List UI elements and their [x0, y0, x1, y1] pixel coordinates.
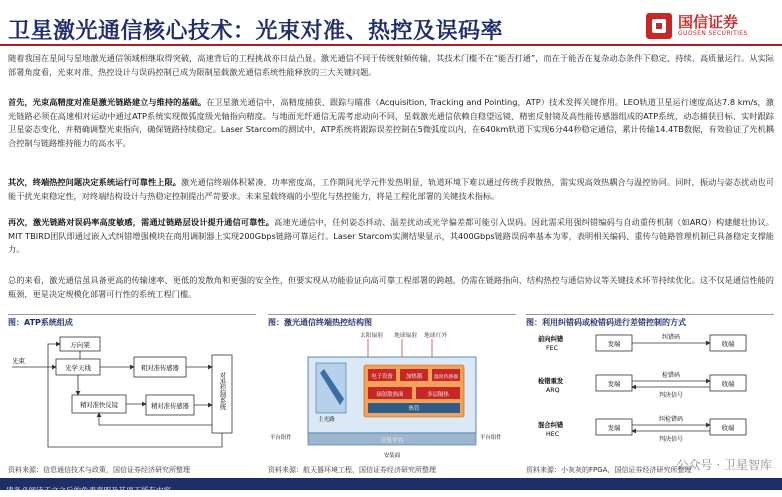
thermal-solar-label: 太阳辐射 — [360, 333, 384, 339]
error-arq-code-label: 检错码 — [661, 372, 681, 379]
error-fec-tx-label: 发端 — [607, 341, 621, 348]
error-hec-en-label: HEC — [546, 431, 560, 438]
figure-thermal-source: 资料来源：航天器环境工程，国信证券经济研究所整理 — [268, 466, 436, 474]
logo-name-cn: 国信证券 — [678, 13, 739, 31]
paragraph-atp-lead: 首先，光束高精度对准是激光链路建立与维持的基础。 — [8, 97, 207, 107]
paragraph-thermal-body: 激光通信终端体积紧凑、功率密度高，工作期间光学元件发热明显，轨道环境下难以通过传统手段散热，需实现高效热耦合与温控协同。同时，振动与姿态扰动也可能干扰光束稳定性，对终端结构设计与热稳定控制提出严苛要求。未来星载终端的小型化与热控能力，将是工程化部署的关键技术指标。 — [8, 177, 774, 201]
thermal-platform-left-label: 平台组件 — [270, 435, 292, 441]
logo-name-en: GUOSEN SECURITIES — [678, 30, 748, 37]
figure-atp-source: 资料来源：信息通信技术与政策，国信证券经济研究所整理 — [8, 466, 190, 474]
figure-error-title: 图：利用纠错码或检错码进行差错控制的方式 — [526, 318, 686, 327]
error-hec-label: 混合纠错 — [538, 422, 564, 429]
error-hec-rx-label: 收端 — [721, 425, 735, 432]
logo-mark-icon — [646, 13, 672, 39]
atp-fine-mirror-label: 精对准快反镜 — [80, 402, 118, 409]
footer-bar — [0, 478, 782, 495]
figure-atp-system — [8, 314, 256, 477]
thermal-earth-ir-label: 地球红外 — [424, 333, 448, 339]
atp-diagram — [8, 329, 256, 463]
error-arq-label: 检错重发 — [538, 378, 564, 385]
atp-input-label: 光束 — [12, 357, 25, 365]
atp-coarse-sensor-label: 粗对准传感器 — [141, 365, 179, 372]
thermal-main-light-label: 主光路 — [318, 417, 335, 423]
thermal-sensor-label: 温度传感器 — [434, 375, 458, 380]
paragraph-ber-lead: 再次，激光链路对误码率高度敏感，需通过链路层设计提升通信可靠性。 — [8, 217, 275, 227]
error-arq-tx-label: 发端 — [607, 381, 621, 388]
paragraph-atp-body: 在卫星激光通信中，高精度捕获、跟踪与瞄准（Acquisition, Tracking and Pointing，ATP）技术发挥关键作用。LEO轨道卫星运行速度高达7.8 km/s，激光链路必须在高速相对运动中通过ATP系统实现微弧度级光轴指向精度。与地面光纤通信无需考虑动向不同，星载激光通信依赖自稳望远镜、精密反射镜及高性能传感器组成的ATP系统，动态捕获目标、实时跟踪卫星姿态变化，并精确调整光束指向，确保链路持续稳定。Laser Starcom的测试中，ATP系统将跟踪误差控制在5微弧度以内，在640km轨道下实现6分44秒稳定通信，累计传输14.4TB数据，有效验证了光机耦合控制与链路维持能力的高水平。 — [8, 97, 774, 148]
company-logo — [646, 10, 776, 42]
wechat-watermark: 公众号 · 卫星智库 — [676, 458, 772, 472]
paragraph-ber-body: 高速光通信中，任何姿态抖动、温差扰动或光学偏差都可能引入误码。因此需采用强纠错编码与自动重传机制（如ARQ）构建健壮协议。MIT TBIRD团队即通过嵌入式纠错增强模块在商用调制器上实现200Gbps链路可靠运行。Laser Starcom实测结果显示，其400Gbps链路误码率基本为零，表明相关编码、重传与链路管理机制已具备稳定支撑能力。 — [8, 217, 774, 255]
error-hec-code-label: 纠检错码 — [658, 416, 684, 423]
figure-thermal-title: 图：激光通信终端热控结构图 — [268, 318, 372, 327]
error-fec-en-label: FEC — [546, 345, 558, 352]
figure-error-control — [526, 314, 774, 477]
thermal-earth-label: 地球辐射 — [394, 333, 418, 339]
page-title: 卫星激光通信核心技术：光束对准、热控及误码率 — [8, 19, 504, 44]
figure-error-source: 资料来源：小灰灰的FPGA，国信证券经济研究所整理 — [526, 466, 692, 474]
figure-thermal-structure — [268, 314, 516, 477]
error-hec-judge-label: 判决信号 — [658, 436, 684, 443]
footer-disclaimer: 请务必阅读正文之后的免责声明及其项下所有内容 — [6, 486, 171, 495]
thermal-heat-pipe-label: 热管 — [408, 406, 420, 412]
thermal-electronics-label: 电子设备 — [371, 374, 393, 380]
paragraph-atp — [8, 96, 774, 150]
thermal-diagram — [268, 329, 516, 463]
error-arq-en-label: ARQ — [546, 387, 560, 394]
thermal-heater-label: 加热器 — [405, 374, 423, 380]
error-arq-judge-label: 判决信号 — [658, 392, 684, 399]
error-fec-rx-label: 收端 — [721, 341, 735, 348]
figure-atp-title: 图：ATP系统组成 — [8, 318, 73, 327]
thermal-radiator-label: 辐射散热面 — [376, 392, 404, 398]
thermal-platform-right-label: 平台组件 — [480, 435, 502, 441]
title-divider — [0, 44, 782, 46]
error-fec-code-label: 纠错码 — [661, 334, 681, 341]
thermal-platform-label: 卫星平台 — [380, 438, 404, 444]
paragraph-thermal-lead: 其次，终端热控问题决定系统运行可靠性上限。 — [8, 177, 181, 187]
atp-fine-sensor-label: 精对准传感器 — [151, 403, 189, 410]
paragraph-summary: 总的来看，激光通信虽具备更高的传输速率、更低的发散角和更强的安全性，但要实现从功能验证向高可靠工程部署的跨越，仍需在链路指向、结构热控与通信协议等关键技术环节持续优化。这不仅是通信性能的瓶颈，更是决定规模化部署可行性的系统工程门槛。 — [8, 275, 774, 299]
atp-antenna-label: 光学天线 — [65, 364, 91, 372]
thermal-mli-label: 多层隔热 — [427, 392, 449, 398]
error-control-diagram — [526, 329, 774, 463]
error-hec-tx-label: 发端 — [607, 425, 621, 432]
thermal-mount-label: 安装面 — [383, 453, 401, 459]
atp-controller-label: 对准控制系统 — [218, 372, 226, 410]
paragraph-ber — [8, 216, 774, 257]
atp-gimbal-label: 万向架 — [70, 341, 90, 349]
error-fec-label: 前向纠错 — [538, 336, 564, 343]
error-arq-rx-label: 收端 — [721, 381, 735, 388]
paragraph-intro: 随着我国在星间与星地激光通信领域相继取得突破，高速背后的工程挑战亦日益凸显。激光通信不同于传统射频传输，其技术门槛不在“能否打通”，而在于能否在复杂动态条件下稳定、持续、高质量运行。从实际部署角度看，光束对准、热控设计与误码控制已成为限制星载激光通信系统性能释放的三大关键问题。 — [8, 53, 774, 77]
paragraph-thermal — [8, 176, 774, 203]
